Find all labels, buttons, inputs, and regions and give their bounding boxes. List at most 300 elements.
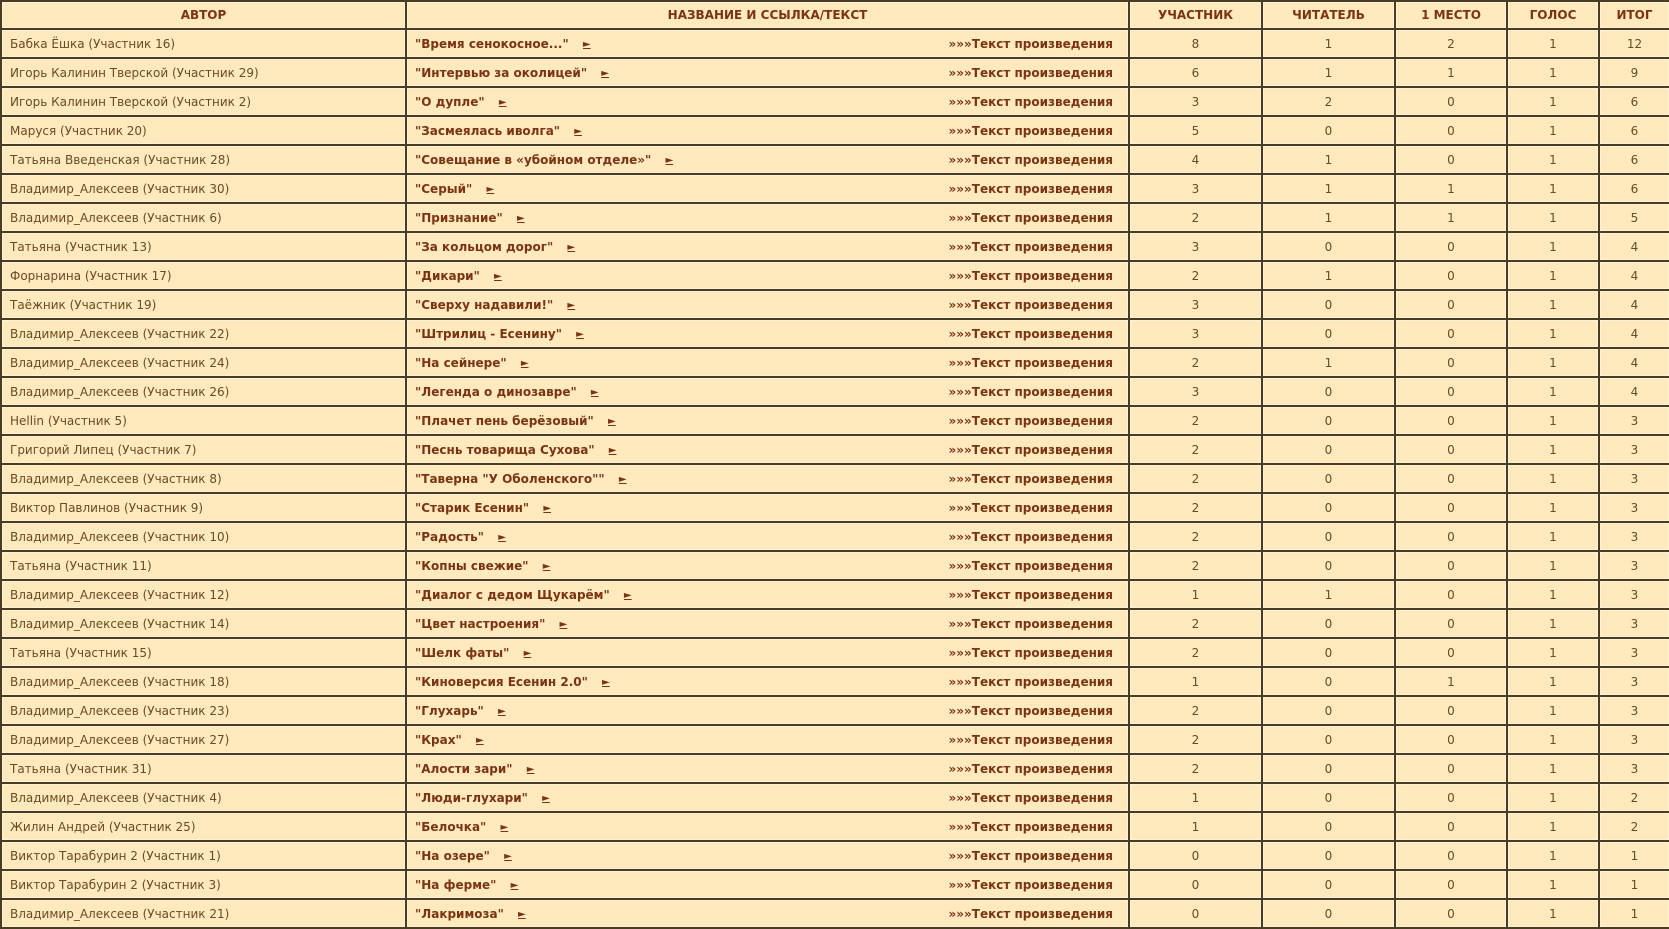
work-text-link[interactable]: »»»Текст произведения xyxy=(948,384,1113,399)
work-title-link[interactable]: "Интервью за околицей" xyxy=(415,65,588,80)
author-cell xyxy=(2,436,405,463)
work-text-link[interactable]: »»»Текст произведения xyxy=(948,529,1113,544)
reader-score: 0 xyxy=(1263,465,1394,492)
work-text-link[interactable]: »»»Текст произведения xyxy=(948,703,1113,718)
total-score: 6 xyxy=(1600,146,1669,173)
play-icon[interactable]: ► xyxy=(602,676,610,688)
title-cell xyxy=(407,871,1128,898)
reader-score: 1 xyxy=(1263,59,1394,86)
work-text-link[interactable]: »»»Текст произведения xyxy=(948,442,1113,457)
table-row xyxy=(2,146,1669,173)
reader-score: 0 xyxy=(1263,552,1394,579)
author-name: Владимир_Алексеев (Участник 27) xyxy=(10,732,230,747)
first-place-score: 1 xyxy=(1396,668,1506,695)
participant-score: 3 xyxy=(1130,320,1261,347)
work-text-link[interactable]: »»»Текст произведения xyxy=(948,848,1113,863)
play-icon[interactable]: ► xyxy=(510,879,519,891)
total-score: 3 xyxy=(1600,523,1669,550)
play-icon[interactable]: ► xyxy=(498,96,507,108)
work-title-link[interactable]: "Время сенокосное..." xyxy=(415,36,569,51)
reader-score: 0 xyxy=(1263,639,1394,666)
work-text-link[interactable]: »»»Текст произведения xyxy=(948,94,1113,109)
participant-score: 2 xyxy=(1130,523,1261,550)
author-name: Владимир_Алексеев (Участник 26) xyxy=(10,384,230,399)
work-text-link[interactable]: »»»Текст произведения xyxy=(948,558,1113,573)
work-title-link[interactable]: "Совещание в «убойном отделе»" xyxy=(415,152,652,167)
work-title-link[interactable]: "Лакримоза" xyxy=(415,906,504,921)
author-name: Владимир_Алексеев (Участник 23) xyxy=(10,703,230,718)
first-place-score: 0 xyxy=(1396,871,1506,898)
work-title-link[interactable]: "Глухарь" xyxy=(415,703,484,718)
vote-score: 1 xyxy=(1508,465,1598,492)
author-cell xyxy=(2,842,405,869)
author-cell xyxy=(2,900,405,927)
work-text-link[interactable]: »»»Текст произведения xyxy=(948,152,1113,167)
first-place-score: 0 xyxy=(1396,291,1506,318)
work-title-link[interactable]: "За кольцом дорог" xyxy=(415,239,554,254)
title-cell xyxy=(407,291,1128,318)
work-title-link[interactable]: "Дикари" xyxy=(415,268,480,283)
table-row xyxy=(2,871,1669,898)
reader-score: 1 xyxy=(1263,262,1394,289)
work-title-link[interactable]: "Копны свежие" xyxy=(415,558,529,573)
work-text-link[interactable]: »»»Текст произведения xyxy=(948,790,1113,805)
work-title-link[interactable]: "Песнь товарища Сухова" xyxy=(415,442,595,457)
table-row xyxy=(2,320,1669,347)
first-place-score: 0 xyxy=(1396,523,1506,550)
author-cell xyxy=(2,668,405,695)
participant-score: 6 xyxy=(1130,59,1261,86)
participant-score: 2 xyxy=(1130,262,1261,289)
play-icon[interactable]: ► xyxy=(475,734,484,746)
play-icon[interactable]: ► xyxy=(601,67,609,79)
author-name: Hellin (Участник 5) xyxy=(10,413,127,428)
work-text-link[interactable]: »»»Текст произведения xyxy=(948,65,1113,80)
work-text-link[interactable]: »»»Текст произведения xyxy=(948,297,1113,312)
table-row xyxy=(2,668,1669,695)
vote-score: 1 xyxy=(1508,581,1598,608)
title-cell xyxy=(407,465,1128,492)
reader-score: 1 xyxy=(1263,204,1394,231)
work-title-link[interactable]: "О дупле" xyxy=(415,94,485,109)
author-name: Владимир_Алексеев (Участник 6) xyxy=(10,210,222,225)
total-score: 3 xyxy=(1600,465,1669,492)
play-icon[interactable]: ► xyxy=(498,531,506,543)
total-score: 3 xyxy=(1600,668,1669,695)
vote-score: 1 xyxy=(1508,320,1598,347)
play-icon[interactable]: ► xyxy=(608,444,617,456)
author-cell xyxy=(2,117,405,144)
participant-score: 5 xyxy=(1130,117,1261,144)
total-score: 5 xyxy=(1600,204,1669,231)
play-icon[interactable]: ► xyxy=(497,705,506,717)
play-icon[interactable]: ► xyxy=(567,299,576,311)
work-text-link[interactable]: »»»Текст произведения xyxy=(948,413,1113,428)
work-text-link[interactable]: »»»Текст произведения xyxy=(948,500,1113,515)
reader-score: 1 xyxy=(1263,175,1394,202)
total-score: 3 xyxy=(1600,610,1669,637)
work-text-link[interactable]: »»»Текст произведения xyxy=(948,210,1113,225)
work-text-link[interactable]: »»»Текст произведения xyxy=(948,326,1113,341)
participant-score: 0 xyxy=(1130,871,1261,898)
reader-score: 0 xyxy=(1263,523,1394,550)
header-title: НАЗВАНИЕ И ССЫЛКА/ТЕКСТ xyxy=(407,2,1128,28)
reader-score: 1 xyxy=(1263,30,1394,57)
total-score: 3 xyxy=(1600,494,1669,521)
participant-score: 2 xyxy=(1130,552,1261,579)
work-title-link[interactable]: "Цвет настроения" xyxy=(415,616,546,631)
work-title-link[interactable]: "Легенда о динозавре" xyxy=(415,384,577,399)
work-text-link[interactable]: »»»Текст произведения xyxy=(948,761,1113,776)
table-row xyxy=(2,204,1669,231)
first-place-score: 0 xyxy=(1396,755,1506,782)
first-place-score: 0 xyxy=(1396,117,1506,144)
participant-score: 2 xyxy=(1130,407,1261,434)
work-title-link[interactable]: "Плачет пень берёзовый" xyxy=(415,413,594,428)
play-icon[interactable]: ► xyxy=(516,212,525,224)
vote-score: 1 xyxy=(1508,523,1598,550)
play-icon[interactable]: ► xyxy=(582,38,591,50)
play-icon[interactable]: ► xyxy=(576,328,584,340)
first-place-score: 0 xyxy=(1396,378,1506,405)
title-cell xyxy=(407,755,1128,782)
participant-score: 1 xyxy=(1130,813,1261,840)
author-name: Татьяна (Участник 13) xyxy=(10,239,152,254)
participant-score: 1 xyxy=(1130,784,1261,811)
total-score: 3 xyxy=(1600,755,1669,782)
participant-score: 3 xyxy=(1130,378,1261,405)
reader-score: 0 xyxy=(1263,668,1394,695)
participant-score: 2 xyxy=(1130,204,1261,231)
play-icon[interactable]: ► xyxy=(486,183,495,195)
play-icon[interactable]: ► xyxy=(523,647,532,659)
author-cell xyxy=(2,30,405,57)
header-participant: УЧАСТНИК xyxy=(1130,2,1261,28)
total-score: 6 xyxy=(1600,88,1669,115)
table-row xyxy=(2,407,1669,434)
author-cell xyxy=(2,494,405,521)
table-row xyxy=(2,639,1669,666)
title-cell xyxy=(407,30,1128,57)
table-row xyxy=(2,233,1669,260)
author-cell xyxy=(2,726,405,753)
work-text-link[interactable]: »»»Текст произведения xyxy=(948,587,1113,602)
table-row xyxy=(2,59,1669,86)
total-score: 3 xyxy=(1600,581,1669,608)
author-cell xyxy=(2,755,405,782)
vote-score: 1 xyxy=(1508,436,1598,463)
total-score: 1 xyxy=(1600,871,1669,898)
vote-score: 1 xyxy=(1508,378,1598,405)
table-row xyxy=(2,436,1669,463)
total-score: 4 xyxy=(1600,291,1669,318)
reader-score: 0 xyxy=(1263,233,1394,260)
work-title-link[interactable]: "Радость" xyxy=(415,529,484,544)
table-row xyxy=(2,88,1669,115)
first-place-score: 2 xyxy=(1396,30,1506,57)
first-place-score: 1 xyxy=(1396,59,1506,86)
first-place-score: 0 xyxy=(1396,494,1506,521)
title-cell xyxy=(407,204,1128,231)
play-icon[interactable]: ► xyxy=(665,154,674,166)
work-title-link[interactable]: "Признание" xyxy=(415,210,503,225)
participant-score: 0 xyxy=(1130,900,1261,927)
total-score: 4 xyxy=(1600,378,1669,405)
total-score: 2 xyxy=(1600,813,1669,840)
work-text-link[interactable]: »»»Текст произведения xyxy=(948,877,1113,892)
author-name: Владимир_Алексеев (Участник 12) xyxy=(10,587,230,602)
work-title-link[interactable]: "Штрилиц - Есенину" xyxy=(415,326,562,341)
reader-score: 0 xyxy=(1263,813,1394,840)
first-place-score: 0 xyxy=(1396,581,1506,608)
reader-score: 0 xyxy=(1263,320,1394,347)
work-title-link[interactable]: "Серый" xyxy=(415,181,473,196)
work-text-link[interactable]: »»»Текст произведения xyxy=(948,181,1113,196)
title-cell xyxy=(407,349,1128,376)
participant-score: 2 xyxy=(1130,465,1261,492)
title-cell xyxy=(407,697,1128,724)
total-score: 3 xyxy=(1600,436,1669,463)
first-place-score: 0 xyxy=(1396,465,1506,492)
work-text-link[interactable]: »»»Текст произведения xyxy=(948,616,1113,631)
vote-score: 1 xyxy=(1508,813,1598,840)
work-text-link[interactable]: »»»Текст произведения xyxy=(948,471,1113,486)
author-cell xyxy=(2,175,405,202)
play-icon[interactable]: ► xyxy=(623,589,632,601)
title-cell xyxy=(407,262,1128,289)
play-icon[interactable]: ► xyxy=(543,502,552,514)
participant-score: 2 xyxy=(1130,494,1261,521)
play-icon[interactable]: ► xyxy=(567,241,576,253)
first-place-score: 0 xyxy=(1396,88,1506,115)
author-cell xyxy=(2,871,405,898)
work-title-link[interactable]: "На сейнере" xyxy=(415,355,507,370)
work-title-link[interactable]: "Сверху надавили!" xyxy=(415,297,554,312)
work-text-link[interactable]: »»»Текст произведения xyxy=(948,819,1113,834)
work-title-link[interactable]: "Белочка" xyxy=(415,819,487,834)
play-icon[interactable]: ► xyxy=(542,560,551,572)
vote-score: 1 xyxy=(1508,871,1598,898)
title-cell xyxy=(407,59,1128,86)
reader-score: 0 xyxy=(1263,784,1394,811)
title-cell xyxy=(407,813,1128,840)
vote-score: 1 xyxy=(1508,233,1598,260)
reader-score: 0 xyxy=(1263,842,1394,869)
author-name: Владимир_Алексеев (Участник 14) xyxy=(10,616,230,631)
first-place-score: 1 xyxy=(1396,204,1506,231)
first-place-score: 0 xyxy=(1396,610,1506,637)
play-icon[interactable]: ► xyxy=(518,908,526,920)
work-title-link[interactable]: "Киноверсия Есенин 2.0" xyxy=(415,674,588,689)
vote-score: 1 xyxy=(1508,784,1598,811)
participant-score: 2 xyxy=(1130,755,1261,782)
header-first-place: 1 МЕСТО xyxy=(1396,2,1506,28)
reader-score: 2 xyxy=(1263,88,1394,115)
author-name: Григорий Липец (Участник 7) xyxy=(10,442,197,457)
work-text-link[interactable]: »»»Текст произведения xyxy=(948,645,1113,660)
author-cell xyxy=(2,320,405,347)
work-text-link[interactable]: »»»Текст произведения xyxy=(948,239,1113,254)
play-icon[interactable]: ► xyxy=(526,763,535,775)
first-place-score: 0 xyxy=(1396,552,1506,579)
table-row xyxy=(2,726,1669,753)
title-cell xyxy=(407,378,1128,405)
reader-score: 0 xyxy=(1263,871,1394,898)
author-cell xyxy=(2,233,405,260)
header-vote: ГОЛОС xyxy=(1508,2,1598,28)
vote-score: 1 xyxy=(1508,726,1598,753)
reader-score: 0 xyxy=(1263,291,1394,318)
author-cell xyxy=(2,59,405,86)
author-name: Игорь Калинин Тверской (Участник 2) xyxy=(10,94,252,109)
work-text-link[interactable]: »»»Текст произведения xyxy=(948,674,1113,689)
play-icon[interactable]: ► xyxy=(542,792,550,804)
total-score: 3 xyxy=(1600,552,1669,579)
table-row xyxy=(2,784,1669,811)
author-name: Бабка Ёшка (Участник 16) xyxy=(10,36,176,51)
play-icon[interactable]: ► xyxy=(607,415,616,427)
first-place-score: 0 xyxy=(1396,813,1506,840)
table-row xyxy=(2,610,1669,637)
participant-score: 1 xyxy=(1130,668,1261,695)
table-row xyxy=(2,117,1669,144)
play-icon[interactable]: ► xyxy=(618,473,627,485)
title-cell xyxy=(407,320,1128,347)
total-score: 12 xyxy=(1600,30,1669,57)
author-cell xyxy=(2,88,405,115)
reader-score: 0 xyxy=(1263,697,1394,724)
table-row xyxy=(2,175,1669,202)
work-title-link[interactable]: "Диалог с дедом Щукарём" xyxy=(415,587,610,602)
work-title-link[interactable]: "Алости зари" xyxy=(415,761,513,776)
vote-score: 1 xyxy=(1508,59,1598,86)
work-text-link[interactable]: »»»Текст произведения xyxy=(948,36,1113,51)
play-icon[interactable]: ► xyxy=(494,270,502,282)
title-cell xyxy=(407,552,1128,579)
participant-score: 3 xyxy=(1130,88,1261,115)
first-place-score: 0 xyxy=(1396,900,1506,927)
first-place-score: 0 xyxy=(1396,233,1506,260)
first-place-score: 0 xyxy=(1396,784,1506,811)
author-name: Владимир_Алексеев (Участник 24) xyxy=(10,355,230,370)
header-row xyxy=(2,2,1669,28)
total-score: 9 xyxy=(1600,59,1669,86)
author-cell xyxy=(2,378,405,405)
total-score: 1 xyxy=(1600,900,1669,927)
author-name: Игорь Калинин Тверской (Участник 29) xyxy=(10,65,259,80)
title-cell xyxy=(407,88,1128,115)
total-score: 2 xyxy=(1600,784,1669,811)
author-name: Владимир_Алексеев (Участник 10) xyxy=(10,529,230,544)
title-cell xyxy=(407,436,1128,463)
total-score: 4 xyxy=(1600,233,1669,260)
total-score: 3 xyxy=(1600,726,1669,753)
author-name: Владимир_Алексеев (Участник 30) xyxy=(10,181,230,196)
table-row xyxy=(2,842,1669,869)
author-cell xyxy=(2,349,405,376)
work-text-link[interactable]: »»»Текст произведения xyxy=(948,268,1113,283)
participant-score: 2 xyxy=(1130,726,1261,753)
author-name: Владимир_Алексеев (Участник 4) xyxy=(10,790,222,805)
play-icon[interactable]: ► xyxy=(500,821,509,833)
participant-score: 2 xyxy=(1130,349,1261,376)
work-title-link[interactable]: "Таверна "У Оболенского"" xyxy=(415,471,605,486)
participant-score: 8 xyxy=(1130,30,1261,57)
total-score: 3 xyxy=(1600,697,1669,724)
work-text-link[interactable]: »»»Текст произведения xyxy=(948,732,1113,747)
work-text-link[interactable]: »»»Текст произведения xyxy=(948,906,1113,921)
title-cell xyxy=(407,233,1128,260)
vote-score: 1 xyxy=(1508,204,1598,231)
play-icon[interactable]: ► xyxy=(574,125,582,137)
reader-score: 0 xyxy=(1263,117,1394,144)
vote-score: 1 xyxy=(1508,494,1598,521)
table-row xyxy=(2,552,1669,579)
participant-score: 3 xyxy=(1130,291,1261,318)
total-score: 4 xyxy=(1600,349,1669,376)
work-text-link[interactable]: »»»Текст произведения xyxy=(948,123,1113,138)
vote-score: 1 xyxy=(1508,262,1598,289)
results-body xyxy=(2,30,1669,927)
title-cell xyxy=(407,523,1128,550)
author-cell xyxy=(2,204,405,231)
vote-score: 1 xyxy=(1508,349,1598,376)
author-cell xyxy=(2,523,405,550)
vote-score: 1 xyxy=(1508,146,1598,173)
work-title-link[interactable]: "Шелк фаты" xyxy=(415,645,510,660)
work-text-link[interactable]: »»»Текст произведения xyxy=(948,355,1113,370)
first-place-score: 0 xyxy=(1396,146,1506,173)
first-place-score: 0 xyxy=(1396,436,1506,463)
title-cell xyxy=(407,610,1128,637)
author-name: Таёжник (Участник 19) xyxy=(10,297,157,312)
play-icon[interactable]: ► xyxy=(590,386,599,398)
author-name: Виктор Павлинов (Участник 9) xyxy=(10,500,204,515)
work-title-link[interactable]: "На ферме" xyxy=(415,877,497,892)
play-icon[interactable]: ► xyxy=(504,850,512,862)
vote-score: 1 xyxy=(1508,291,1598,318)
participant-score: 1 xyxy=(1130,581,1261,608)
vote-score: 1 xyxy=(1508,755,1598,782)
table-row xyxy=(2,262,1669,289)
header-total: ИТОГ xyxy=(1600,2,1669,28)
vote-score: 1 xyxy=(1508,117,1598,144)
author-cell xyxy=(2,610,405,637)
reader-score: 0 xyxy=(1263,436,1394,463)
reader-score: 0 xyxy=(1263,378,1394,405)
title-cell xyxy=(407,900,1128,927)
work-title-link[interactable]: "На озере" xyxy=(415,848,490,863)
first-place-score: 0 xyxy=(1396,320,1506,347)
work-title-link[interactable]: "Крах" xyxy=(415,732,462,747)
first-place-score: 0 xyxy=(1396,842,1506,869)
table-row xyxy=(2,349,1669,376)
work-title-link[interactable]: "Старик Есенин" xyxy=(415,500,530,515)
author-name: Владимир_Алексеев (Участник 8) xyxy=(10,471,222,486)
vote-score: 1 xyxy=(1508,842,1598,869)
total-score: 3 xyxy=(1600,639,1669,666)
header-author: АВТОР xyxy=(2,2,405,28)
table-row xyxy=(2,697,1669,724)
author-cell xyxy=(2,697,405,724)
work-title-link[interactable]: "Засмеялась иволга" xyxy=(415,123,561,138)
title-cell xyxy=(407,784,1128,811)
play-icon[interactable]: ► xyxy=(559,618,568,630)
play-icon[interactable]: ► xyxy=(520,357,529,369)
first-place-score: 0 xyxy=(1396,407,1506,434)
author-name: Татьяна (Участник 11) xyxy=(10,558,152,573)
work-title-link[interactable]: "Люди-глухари" xyxy=(415,790,528,805)
